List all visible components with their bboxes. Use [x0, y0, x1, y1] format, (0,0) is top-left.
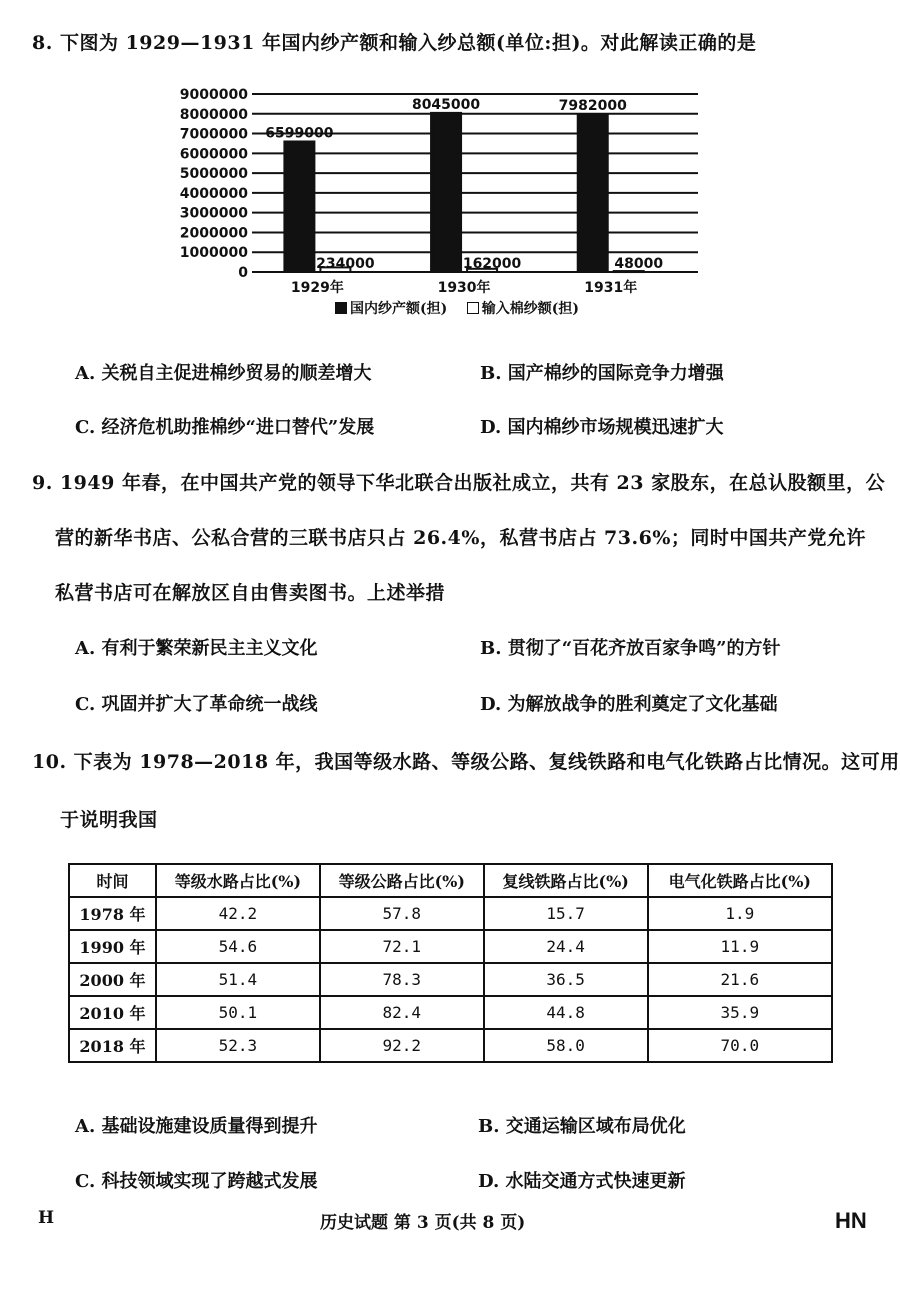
legend-label-domestic: 国内纱产额(担) [350, 301, 448, 317]
table-row [69, 930, 832, 963]
legend-swatch-imported [467, 302, 479, 314]
data-label: 6599000 [265, 125, 334, 142]
table-cell: 35.9 [648, 996, 832, 1029]
q10-option-b: B. 交通运输区域布局优化 [478, 1116, 686, 1137]
table-cell: 24.4 [484, 930, 648, 963]
table-cell: 50.1 [156, 996, 320, 1029]
table-cell: 52.3 [156, 1029, 320, 1062]
q8-stem: 8. 下图为 1929—1931 年国内纱产额和输入纱总额(单位:担)。对此解读正确的是 [32, 32, 757, 54]
data-label: 234000 [316, 256, 375, 272]
x-tick-label: 1930年 [437, 280, 491, 296]
y-tick-label: 9000000 [180, 87, 248, 103]
table-header-cell: 等级水路占比(%) [156, 864, 320, 897]
q9-option-c: C. 巩固并扩大了革命统一战线 [75, 694, 318, 715]
data-label: 162000 [462, 256, 522, 272]
chart-legend [335, 298, 579, 318]
table-cell: 57.8 [320, 897, 484, 930]
table-cell: 78.3 [320, 963, 484, 996]
q10-option-a: A. 基础设施建设质量得到提升 [75, 1116, 318, 1137]
table-cell: 36.5 [484, 963, 648, 996]
table-row [69, 1029, 832, 1062]
table-cell: 21.6 [648, 963, 832, 996]
y-tick-label: 8000000 [180, 106, 248, 123]
table-cell: 11.9 [648, 930, 832, 963]
table-header-cell: 等级公路占比(%) [320, 864, 484, 897]
q9-stem-line3: 私营书店可在解放区自由售卖图书。上述举措 [55, 582, 446, 604]
table-cell: 51.4 [156, 963, 320, 996]
table-header-cell: 电气化铁路占比(%) [648, 864, 832, 897]
table-cell: 58.0 [484, 1029, 648, 1062]
q10-option-d: D. 水陆交通方式快速更新 [478, 1171, 686, 1192]
footer-left-mark: H [38, 1208, 55, 1228]
bar-domestic [578, 114, 608, 272]
y-tick-label: 4000000 [180, 185, 248, 202]
data-label: 8045000 [411, 96, 481, 113]
q10-stem-line2: 于说明我国 [60, 809, 158, 831]
x-tick-label: 1929年 [290, 280, 344, 296]
legend-label-imported: 输入棉纱额(担) [481, 301, 579, 317]
data-label: 7982000 [558, 98, 627, 115]
y-tick-label: 5000000 [180, 166, 248, 183]
x-tick-label: 1931年 [584, 280, 638, 296]
data-label: 48000 [614, 256, 664, 272]
q8-option-d: D. 国内棉纱市场规模迅速扩大 [480, 417, 724, 438]
q8-option-b: B. 国产棉纱的国际竞争力增强 [480, 363, 724, 384]
q8-option-a: A. 关税自主促进棉纱贸易的顺差增大 [75, 363, 372, 384]
q9-option-b: B. 贯彻了“百花齐放百家争鸣”的方针 [480, 638, 781, 659]
q9-option-a: A. 有利于繁荣新民主主义文化 [75, 638, 318, 659]
table-header-cell: 复线铁路占比(%) [484, 864, 648, 897]
bar-chart [180, 78, 710, 298]
footer-right-mark: HN [835, 1208, 867, 1233]
table-row [69, 963, 832, 996]
q10-option-c: C. 科技领域实现了跨越式发展 [75, 1171, 318, 1192]
y-tick-label: 2000000 [180, 225, 248, 242]
table-cell: 54.6 [156, 930, 320, 963]
q8-option-c: C. 经济危机助推棉纱“进口替代”发展 [75, 417, 375, 438]
table-cell: 2000 年 [69, 963, 156, 996]
transport-ratio-table [68, 863, 833, 1063]
bar-domestic [284, 141, 314, 272]
y-tick-label: 7000000 [180, 126, 248, 143]
table-row [69, 996, 832, 1029]
q10-stem-line1: 10. 下表为 1978—2018 年，我国等级水路、等级公路、复线铁路和电气化铁路占比情况。这可用 [32, 751, 900, 773]
table-cell: 1.9 [648, 897, 832, 930]
y-tick-label: 6000000 [180, 146, 248, 163]
y-tick-label: 3000000 [180, 205, 248, 222]
table-cell: 70.0 [648, 1029, 832, 1062]
table-cell: 72.1 [320, 930, 484, 963]
table-cell: 92.2 [320, 1029, 484, 1062]
legend-swatch-domestic [335, 302, 347, 314]
table-cell: 44.8 [484, 996, 648, 1029]
bar-domestic [431, 113, 461, 272]
table-row [69, 897, 832, 930]
table-cell: 2010 年 [69, 996, 156, 1029]
q9-option-d: D. 为解放战争的胜利奠定了文化基础 [480, 694, 778, 715]
table-cell: 42.2 [156, 897, 320, 930]
y-tick-label: 1000000 [180, 245, 248, 262]
table-cell: 82.4 [320, 996, 484, 1029]
y-tick-label: 0 [238, 265, 248, 281]
table-header-row [69, 864, 832, 897]
page-footer: 历史试题 第 3 页(共 8 页) [320, 1213, 526, 1233]
table-header-cell: 时间 [69, 864, 156, 897]
table-cell: 1978 年 [69, 897, 156, 930]
table-cell: 2018 年 [69, 1029, 156, 1062]
q9-stem-line2: 营的新华书店、公私合营的三联书店只占 26.4%，私营书店占 73.6%；同时中国共产党允许 [55, 527, 866, 549]
q9-stem-line1: 9. 1949 年春，在中国共产党的领导下华北联合出版社成立，共有 23 家股东，在总认股额里，公 [32, 472, 886, 494]
table-cell: 1990 年 [69, 930, 156, 963]
table-cell: 15.7 [484, 897, 648, 930]
